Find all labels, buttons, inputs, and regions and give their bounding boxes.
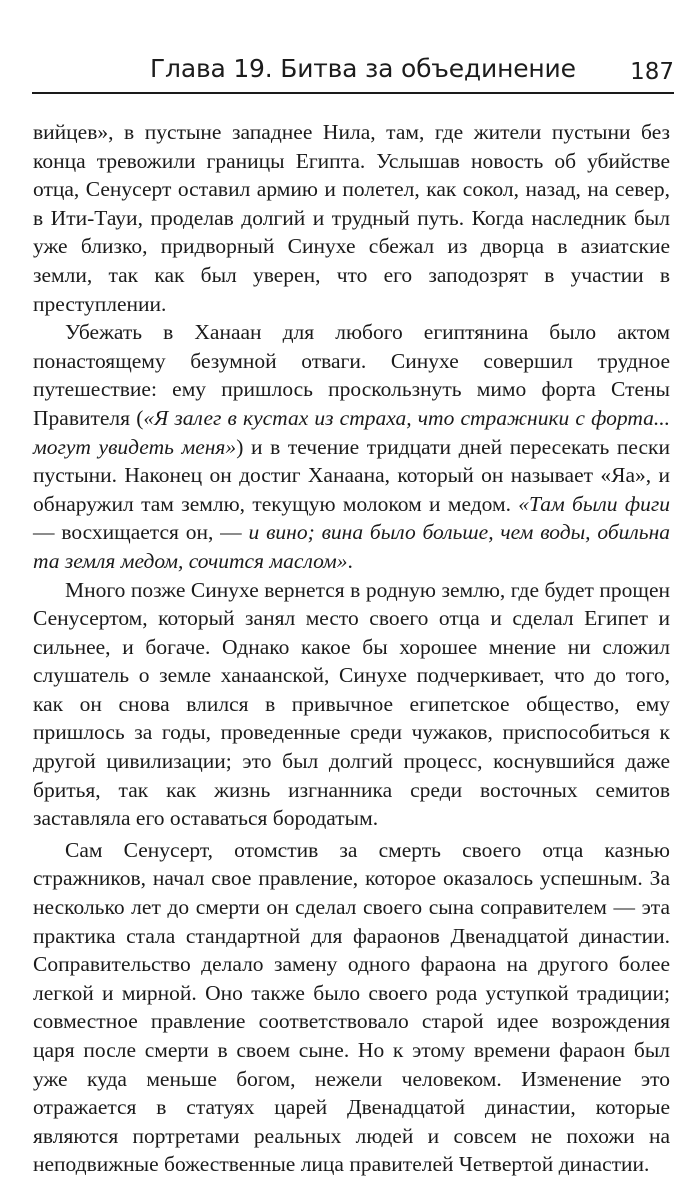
- paragraph-3: [33, 576, 670, 833]
- text-run: Сам Сенусерт, отомстив за смерть своего отца казнью стражников, начал свое правление, которое оказалось успешным. За несколько лет до смерти он сделал своего сына соправителем — эта практика стала стандартной для фараонов Двенадцатой династии. Соправительство делало замену одного фараона на другого более легкой и мирной. Оно также было своего рода уступкой традиции; совместное правление соответствовало старой идее возрождения царя после смерти в своем сыне. Но к этому времени фараон был уже куда меньше богом, нежели человеком. Изменение это отражается в статуях царей Двенадцатой династии, которые являются портретами реальных людей и совсем не похожи на неподвижные божественные лица правителей Четвертой династии.: [33, 837, 670, 1177]
- paragraph-4: [33, 836, 670, 1179]
- text-run: Много позже Синухе вернется в родную землю, где будет прощен Сенусертом, который занял место своего отца и сделал Египет и сильнее, и богаче. Однако какое бы хорошее мнение ни сложил слушатель о земле ханаанской, Синухе подчеркивает, что до того, как он снова влился в привычное египетское общество, ему пришлось за годы, проведенные среди чужаков, приспособиться к другой цивилизации; это был долгий процесс, коснувшийся даже бритья, так как жизнь изгнанника среди восточных семитов заставляла его оставаться бородатым.: [33, 577, 670, 831]
- paragraph-1: [33, 118, 670, 318]
- text-run: вийцев», в пустыне западнее Нила, там, где жители пустыни без конца тревожили границы Египта. Услышав новость об убийстве отца, Сенусерт оставил армию и полетел, как сокол, назад, на север, в Ити-Тауи, проделав долгий и трудный путь. Когда наследник был уже близко, придворный Синухе сбежал из дворца в азиатские земли, так как был уверен, что его заподозрят в участии в преступлении.: [33, 120, 670, 316]
- text-run: .: [347, 548, 353, 573]
- header-rule: [32, 92, 674, 94]
- text-run: ) и в течение тридцати дней пересекать пески пустыни. Наконец он достиг Ханаана, который он называет «Яа», и обнаружил там землю, текущую молоком и медом.: [33, 434, 671, 516]
- paragraph-2: [33, 318, 670, 575]
- body-text: [33, 118, 670, 1179]
- running-head: [32, 48, 674, 94]
- page-number: 187: [630, 59, 674, 85]
- italic-quote: «Там были фиги: [518, 491, 670, 516]
- text-run: — восхищается он, —: [33, 520, 249, 545]
- text-run: Убежать в Ханаан для любого египтянина было актом понастоящему безумной отваги. Синухе совершил трудное путешествие: ему пришлось проскользнуть мимо форта Стены Правителя (: [33, 320, 670, 430]
- italic-quote: и вино; вина было больше, чем воды, обильна та земля медом, сочится маслом»: [33, 520, 670, 573]
- italic-quote: «Я залег в кустах из страха, что стражники с форта... могут увидеть меня»: [33, 405, 670, 459]
- running-title: Глава 19. Битва за объединение: [150, 54, 576, 83]
